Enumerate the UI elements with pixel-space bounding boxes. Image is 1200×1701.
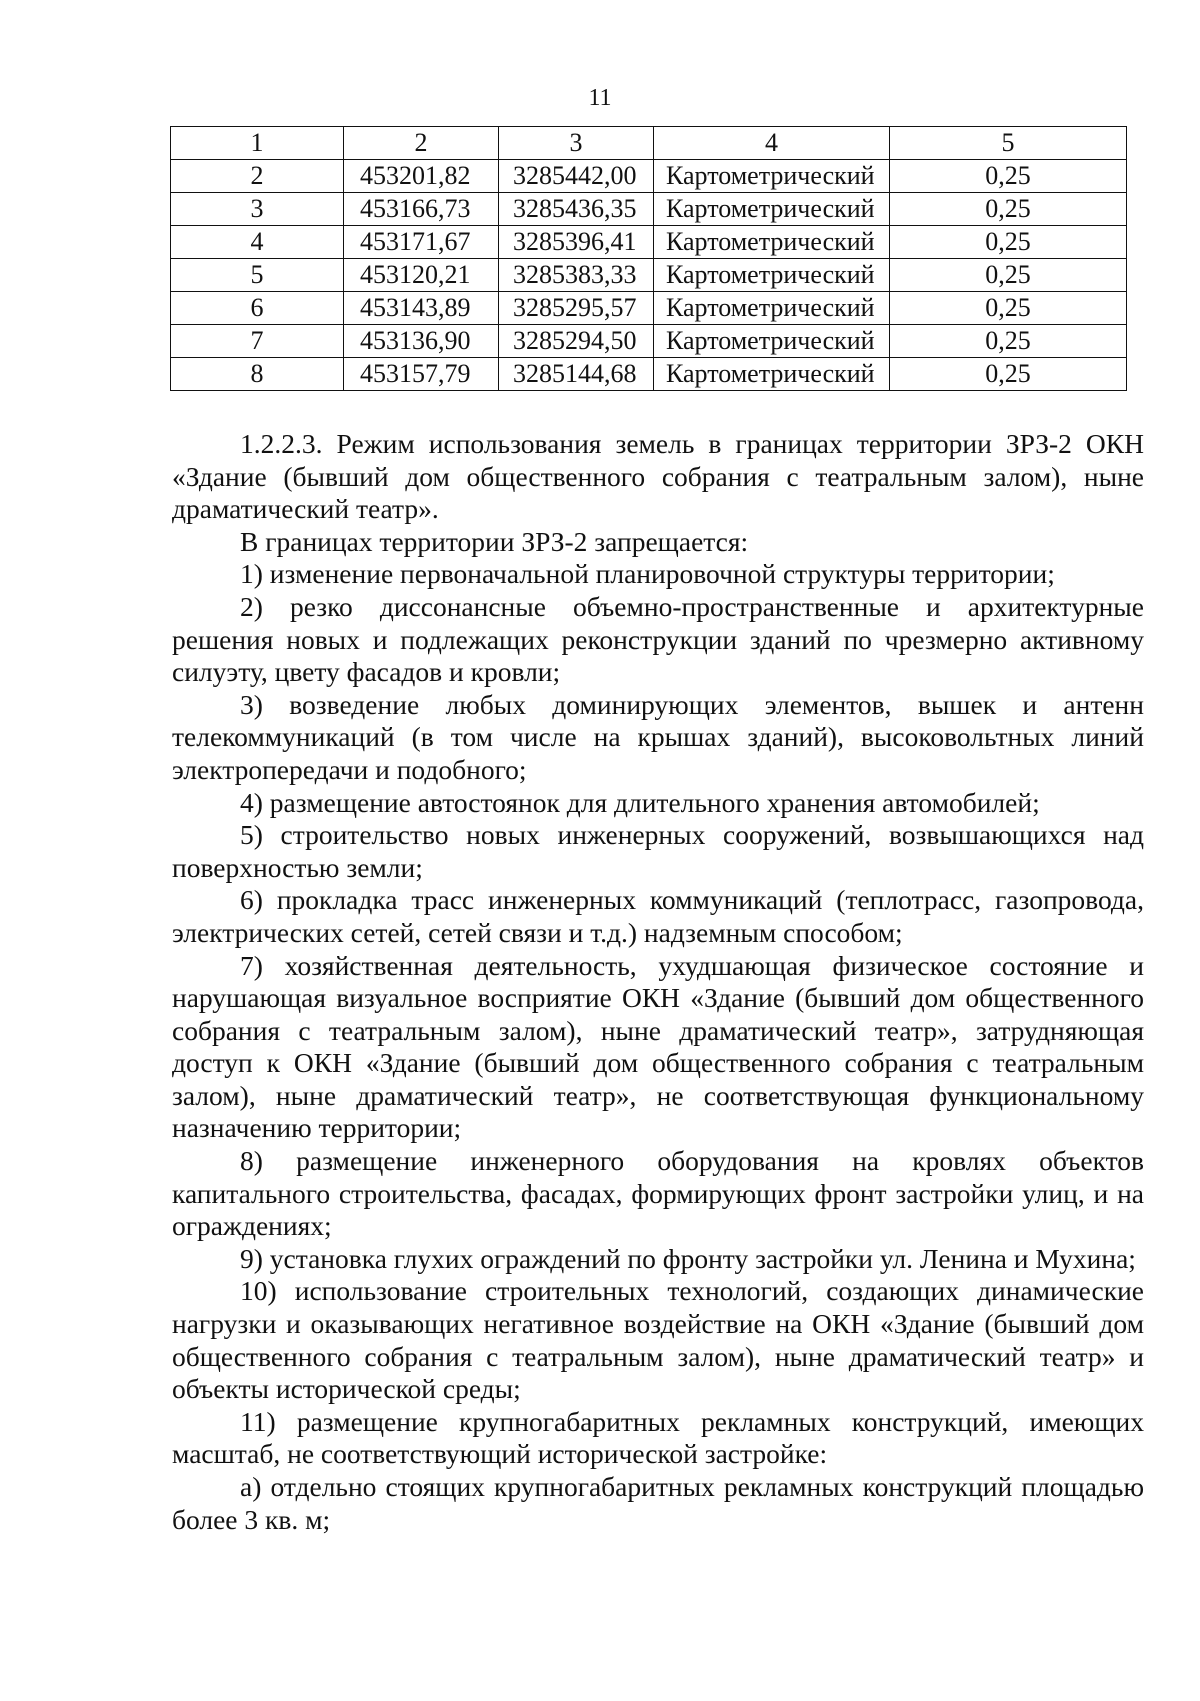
- accuracy-cell: 0,25: [890, 358, 1127, 391]
- table-header-cell: 2: [344, 127, 499, 160]
- list-item: 4) размещение автостоянок для длительного хранения автомобилей;: [240, 786, 1040, 818]
- y-coordinate-cell: 3285144,68: [499, 358, 654, 391]
- page-number: 11: [588, 85, 612, 111]
- table-header-cell: 3: [499, 127, 654, 160]
- y-coordinate-cell: 3285396,41: [499, 226, 654, 259]
- list-item: 3) возведение любых доминирующих элементов, вышек и антенн телекоммуникаций (в том числе на крышах зданий), высоковольтных линий электропередачи и подобного;: [172, 688, 1144, 785]
- sub-list-item: а) отдельно стоящих крупногабаритных рекламных конструкций площадью более 3 кв. м;: [172, 1471, 1144, 1535]
- table-row: [171, 226, 1127, 259]
- point-number-cell: 4: [171, 226, 344, 259]
- x-coordinate-cell: 453171,67: [344, 226, 499, 259]
- y-coordinate-cell: 3285383,33: [499, 259, 654, 292]
- x-coordinate-cell: 453143,89: [344, 292, 499, 325]
- point-number-cell: 7: [171, 325, 344, 358]
- accuracy-cell: 0,25: [890, 325, 1127, 358]
- list-item: 6) прокладка трасс инженерных коммуникаций (теплотрасс, газопровода, электрических сетей, сетей связи и т.д.) надземным способом;: [172, 884, 1144, 948]
- table-header-cell: 1: [171, 127, 344, 160]
- x-coordinate-cell: 453201,82: [344, 160, 499, 193]
- accuracy-cell: 0,25: [890, 193, 1127, 226]
- method-cell: Картометрический: [654, 292, 890, 325]
- table-header-cell: 5: [890, 127, 1127, 160]
- accuracy-cell: 0,25: [890, 160, 1127, 193]
- list-item: 5) строительство новых инженерных сооружений, возвышающихся над поверхностью земли;: [172, 819, 1144, 883]
- list-item: 9) установка глухих ограждений по фронту застройки ул. Ленина и Мухина;: [240, 1242, 1136, 1274]
- point-number-cell: 5: [171, 259, 344, 292]
- table-header-row: [171, 127, 1127, 160]
- table-row: [171, 292, 1127, 325]
- y-coordinate-cell: 3285436,35: [499, 193, 654, 226]
- y-coordinate-cell: 3285442,00: [499, 160, 654, 193]
- list-item: 2) резко диссонансные объемно-пространственные и архитектурные решения новых и подлежащих реконструкции зданий по чрезмерно активному силуэту, цвету фасадов и кровли;: [172, 590, 1144, 688]
- section-heading-paragraph: 1.2.2.3. Режим использования земель в границах территории ЗРЗ-2 ОКН «Здание (бывший дом общественного собрания с театральным залом), ныне драматический театр».: [172, 428, 1144, 525]
- method-cell: Картометрический: [654, 226, 890, 259]
- table-row: [171, 160, 1127, 193]
- point-number-cell: 8: [171, 358, 344, 391]
- table-row: [171, 325, 1127, 358]
- method-cell: Картометрический: [654, 358, 890, 391]
- coordinates-table: [170, 126, 1127, 391]
- table-header-cell: 4: [654, 127, 890, 160]
- list-item: 10) использование строительных технологий, создающих динамические нагрузки и оказывающих негативное воздействие на ОКН «Здание (бывший дом общественного собрания с театральным залом), ныне драматический театр» и объекты исторической среды;: [172, 1275, 1144, 1405]
- point-number-cell: 6: [171, 292, 344, 325]
- x-coordinate-cell: 453136,90: [344, 325, 499, 358]
- accuracy-cell: 0,25: [890, 226, 1127, 259]
- y-coordinate-cell: 3285294,50: [499, 325, 654, 358]
- list-item: 11) размещение крупногабаритных рекламных конструкций, имеющих масштаб, не соответствующий исторической застройке:: [172, 1405, 1144, 1470]
- point-number-cell: 3: [171, 193, 344, 226]
- point-number-cell: 2: [171, 160, 344, 193]
- x-coordinate-cell: 453120,21: [344, 259, 499, 292]
- table-row: [171, 259, 1127, 292]
- accuracy-cell: 0,25: [890, 292, 1127, 325]
- body-text: [172, 428, 1144, 1536]
- x-coordinate-cell: 453157,79: [344, 358, 499, 391]
- method-cell: Картометрический: [654, 160, 890, 193]
- method-cell: Картометрический: [654, 259, 890, 292]
- x-coordinate-cell: 453166,73: [344, 193, 499, 226]
- method-cell: Картометрический: [654, 193, 890, 226]
- list-item: 8) размещение инженерного оборудования на кровлях объектов капитального строительства, фасадах, формирующих фронт застройки улиц, и на ограждениях;: [172, 1145, 1144, 1242]
- list-item: 7) хозяйственная деятельность, ухудшающая физическое состояние и нарушающая визуальное восприятие ОКН «Здание (бывший дом общественного собрания с театральным залом), ныне драматический театр», затрудняющая доступ к ОКН «Здание (бывший дом общественного собрания с театральным залом), ныне драматический театр», не соответствующая функциональному назначению территории;: [172, 949, 1144, 1144]
- intro-paragraph: В границах территории ЗРЗ-2 запрещается:: [240, 525, 749, 557]
- table-row: [171, 193, 1127, 226]
- y-coordinate-cell: 3285295,57: [499, 292, 654, 325]
- method-cell: Картометрический: [654, 325, 890, 358]
- table-row: [171, 358, 1127, 391]
- list-item: 1) изменение первоначальной планировочной структуры территории;: [240, 558, 1055, 590]
- accuracy-cell: 0,25: [890, 259, 1127, 292]
